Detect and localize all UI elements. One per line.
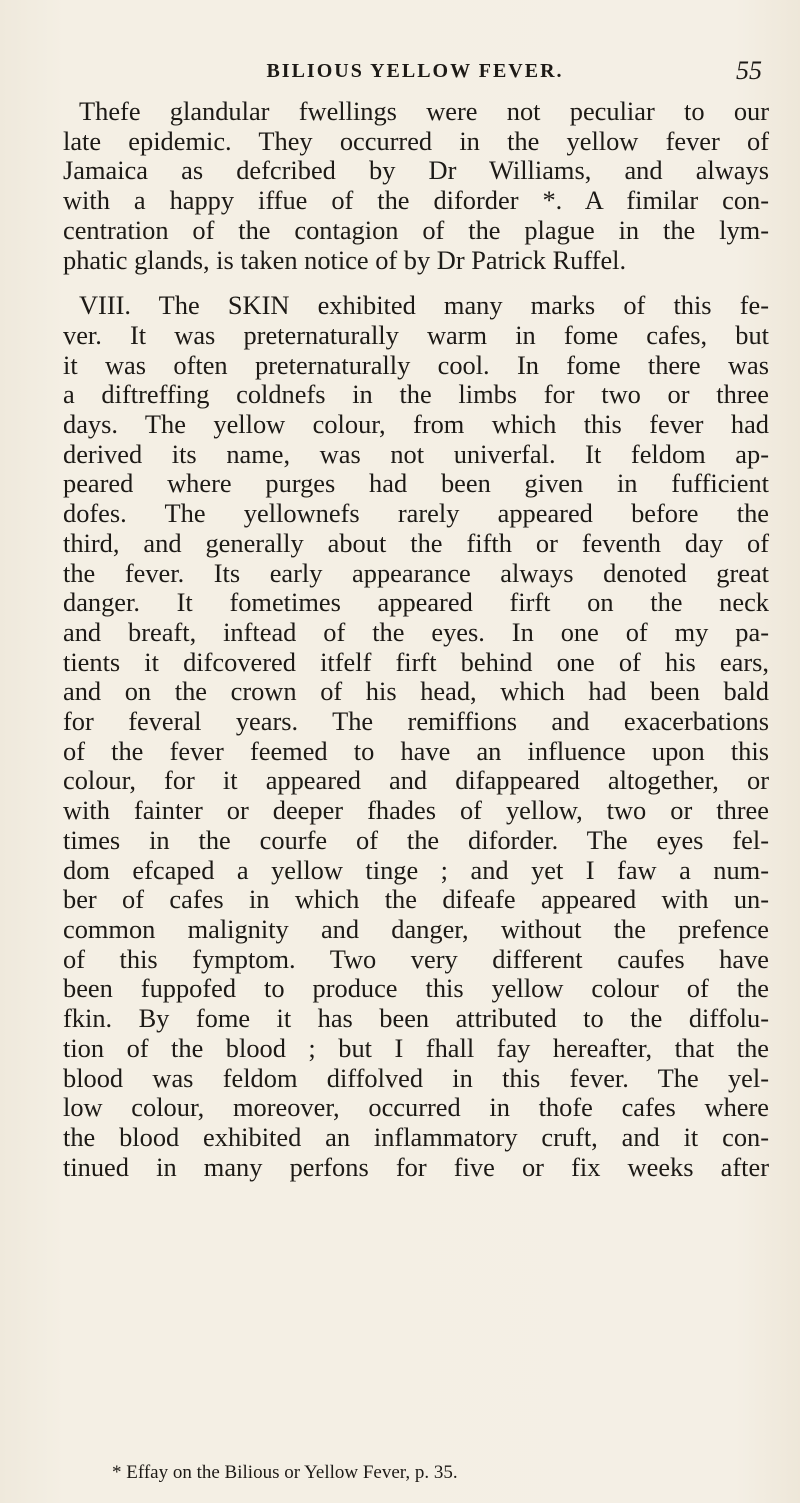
- text-line: the blood exhibited an inflammatory cruft, and it con-: [63, 1121, 769, 1152]
- text-line: the fever. Its early appearance always denoted great: [63, 557, 769, 588]
- text-line: dom efcaped a yellow tinge ; and yet I faw a num-: [63, 854, 769, 885]
- text-line: a diftreffing coldnefs in the limbs for two or three: [63, 379, 769, 410]
- text-line: days. The yellow colour, from which this fever had: [63, 409, 769, 440]
- text-line: blood was feldom diffolved in this fever. The yel-: [63, 1062, 769, 1093]
- text-line: tinued in many perfons for five or fix weeks after: [63, 1151, 769, 1182]
- text-line: and on the crown of his head, which had been bald: [63, 676, 769, 707]
- text-line: for feveral years. The remiffions and exacerbations: [63, 706, 769, 737]
- running-title: BILIOUS YELLOW FEVER.: [266, 60, 564, 82]
- text-line: late epidemic. They occurred in the yellow fever of: [63, 125, 769, 156]
- paragraph-glandular-swellings: [63, 97, 769, 275]
- text-line: peared where purges had been given in fufficient: [63, 468, 769, 499]
- text-line: Jamaica as defcribed by Dr Williams, and always: [63, 155, 769, 186]
- text-line: derived its name, was not univerfal. It feldom ap-: [63, 438, 769, 469]
- text-line: ver. It was preternaturally warm in fome cafes, but: [63, 319, 769, 350]
- text-line: low colour, moreover, occurred in thofe cafes where: [63, 1092, 769, 1123]
- running-head: [60, 50, 770, 90]
- footnote: * Effay on the Bilious or Yellow Fever, p. 35.: [112, 1462, 458, 1483]
- text-line: ber of cafes in which the difeafe appeared with un-: [63, 884, 769, 915]
- text-line: tients it difcovered itfelf firft behind one of his ears,: [63, 646, 769, 677]
- paragraph-skin: [63, 291, 769, 1182]
- body-text: [63, 97, 769, 1182]
- text-line: and breaft, inftead of the eyes. In one of my pa-: [63, 616, 769, 647]
- text-line: been fuppofed to produce this yellow colour of the: [63, 973, 769, 1004]
- text-line: dofes. The yellownefs rarely appeared before the: [63, 498, 769, 529]
- text-line: with fainter or deeper fhades of yellow, two or three: [63, 795, 769, 826]
- page-number: 55: [736, 56, 762, 85]
- text-line: VIII. The SKIN exhibited many marks of this fe-: [79, 290, 769, 321]
- text-line: phatic glands, is taken notice of by Dr Patrick Ruffel.: [63, 244, 627, 275]
- text-line: third, and generally about the fifth or feventh day of: [63, 527, 769, 558]
- text-line: colour, for it appeared and difappeared altogether, or: [63, 765, 769, 796]
- text-line: Thefe glandular fwellings were not peculiar to our: [79, 96, 769, 126]
- text-line: of this fymptom. Two very different caufes have: [63, 943, 769, 974]
- paragraph-gap: [63, 275, 769, 291]
- text-line: tion of the blood ; but I fhall fay hereafter, that the: [63, 1032, 769, 1063]
- text-line: with a happy iffue of the diforder *. A fimilar con-: [63, 185, 769, 216]
- text-line: common malignity and danger, without the prefence: [63, 913, 769, 944]
- text-line: of the fever feemed to have an influence upon this: [63, 735, 769, 766]
- text-line: danger. It fometimes appeared firft on the neck: [63, 587, 769, 618]
- text-line: it was often preternaturally cool. In fome there was: [63, 349, 769, 380]
- text-line: centration of the contagion of the plague in the lym-: [63, 214, 769, 245]
- text-line: fkin. By fome it has been attributed to the diffolu-: [63, 1003, 769, 1034]
- text-line: times in the courfe of the diforder. The eyes fel-: [63, 824, 769, 855]
